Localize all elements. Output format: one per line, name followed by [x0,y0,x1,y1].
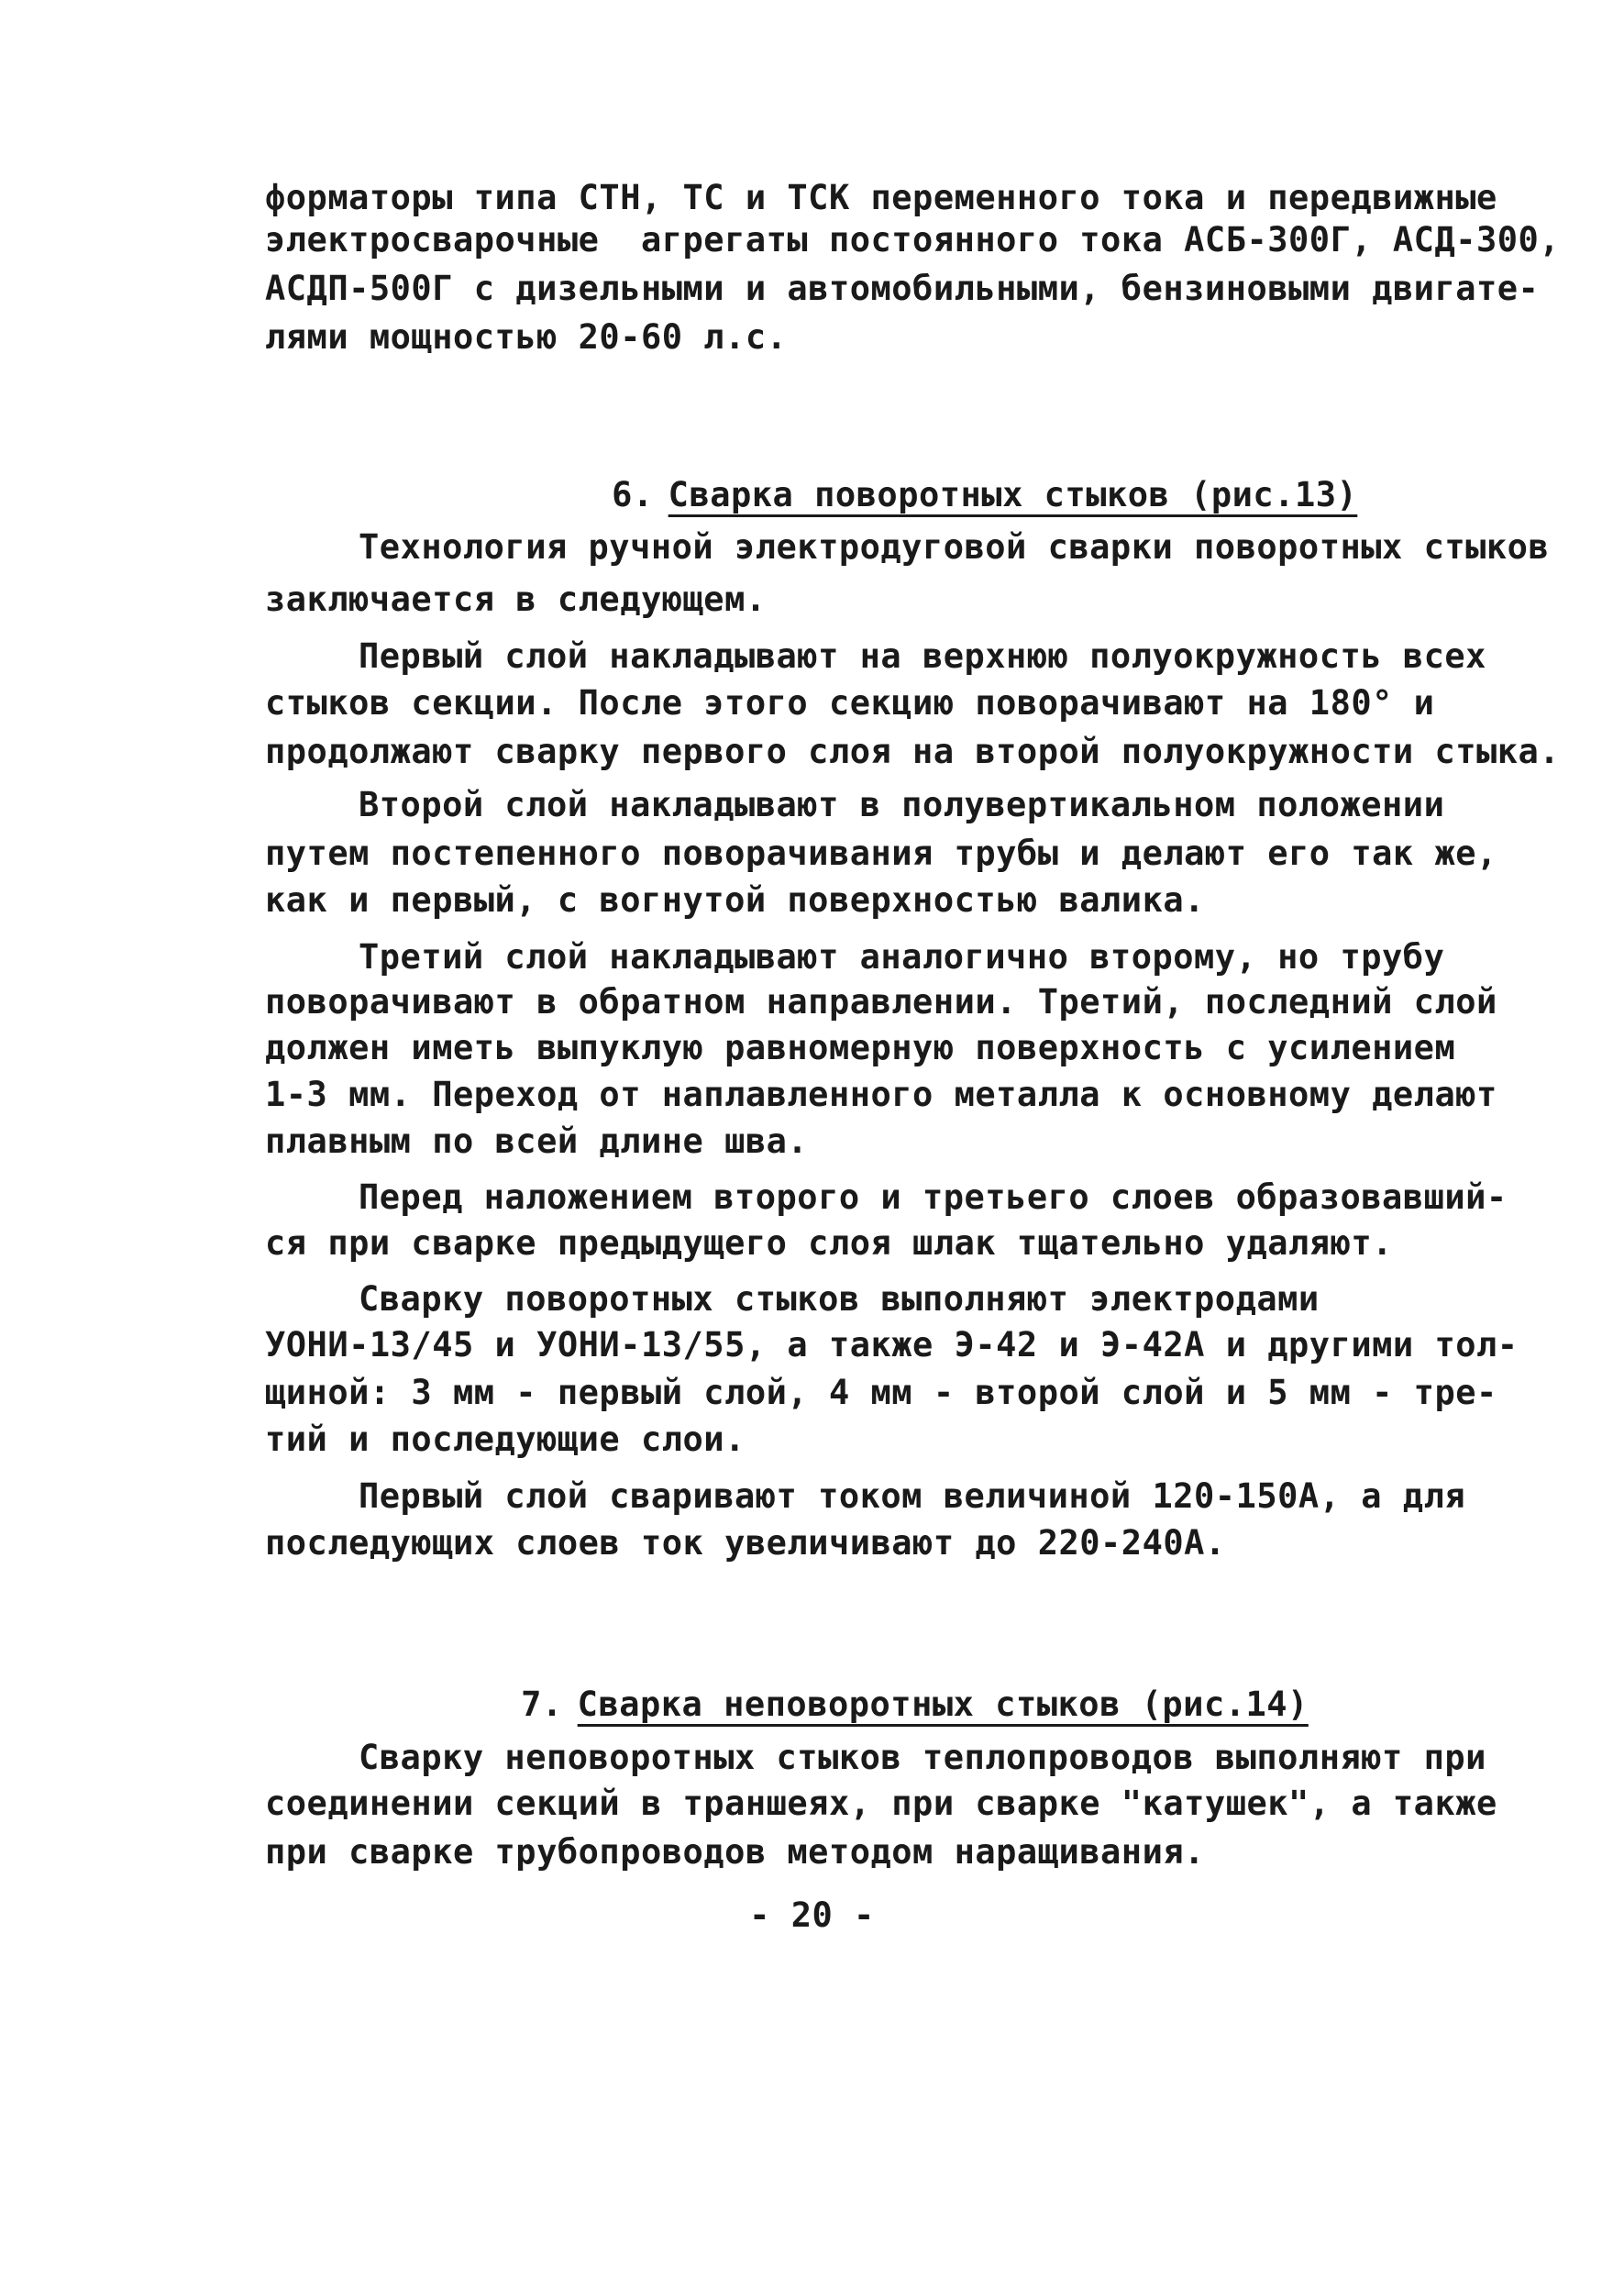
paragraph-line: должен иметь выпуклую равномерную поверхность с усилением [265,1028,1456,1067]
paragraph-line: путем постепенного поворачивания трубы и делают его так же, [265,834,1497,873]
paragraph-line: 1-3 мм. Переход от наплавленного металла к основному делают [265,1075,1497,1114]
paragraph-line: последующих слоев ток увеличивают до 220-240А. [265,1523,1226,1563]
paragraph-line: Технология ручной электродуговой сварки поворотных стыков [359,527,1550,567]
paragraph-line: стыков секции. После этого секцию поворачивают на 180° и [265,683,1435,723]
intro-line: форматоры типа СТН, ТС и ТСК переменного тока и передвижные [265,178,1497,217]
intro-line: АСДП-500Г с дизельными и автомобильными, бензиновыми двигате- [265,269,1540,308]
section-7-title: Сварка неповоротных стыков (рис.14) [577,1685,1309,1724]
paragraph-line: Сварку неповоротных стыков теплопроводов выполняют при [359,1738,1486,1777]
paragraph-line: при сварке трубопроводов методом наращивания. [265,1832,1205,1872]
paragraph-line: Перед наложением второго и третьего слоев образовавший- [359,1177,1508,1217]
page-number: - 20 - [749,1895,875,1935]
paragraph-line: соединении секций в траншеях, при сварке "катушек", а также [265,1784,1497,1823]
paragraph-line: Второй слой накладывают в полувертикальном положении [359,785,1445,824]
paragraph-line: Третий слой накладывают аналогично второму, но трубу [359,937,1445,977]
paragraph-line: поворачивают в обратном направлении. Третий, последний слой [265,982,1497,1022]
paragraph-line: продолжают сварку первого слоя на второй полуокружности стыка. [265,732,1561,771]
paragraph-line: плавным по всей длине шва. [265,1121,809,1161]
paragraph-line: УОНИ-13/45 и УОНИ-13/55, а также Э-42 и Э-42А и другими тол- [265,1325,1519,1364]
paragraph-line: Первый слой сваривают током величиной 120-150А, а для [359,1476,1466,1516]
paragraph-line: ся при сварке предыдущего слоя шлак тщательно удаляют. [265,1223,1393,1263]
paragraph-line: заключается в следующем. [265,580,767,619]
paragraph-line: тий и последующие слои. [265,1420,746,1459]
intro-line: электросварочные агрегаты постоянного тока АСБ-300Г, АСД-300, [265,220,1561,260]
section-6-number: 6. [612,475,654,514]
intro-line: лями мощностью 20-60 л.с. [265,317,788,357]
paragraph-line: Первый слой накладывают на верхнюю полуокружность всех [359,636,1486,676]
paragraph-line: щиной: 3 мм - первый слой, 4 мм - второй слой и 5 мм - тре- [265,1373,1497,1412]
paragraph-line: как и первый, с вогнутой поверхностью валика. [265,880,1205,920]
paragraph-line: Сварку поворотных стыков выполняют электродами [359,1279,1320,1319]
section-6-title: Сварка поворотных стыков (рис.13) [668,475,1358,514]
section-7-number: 7. [521,1685,563,1724]
